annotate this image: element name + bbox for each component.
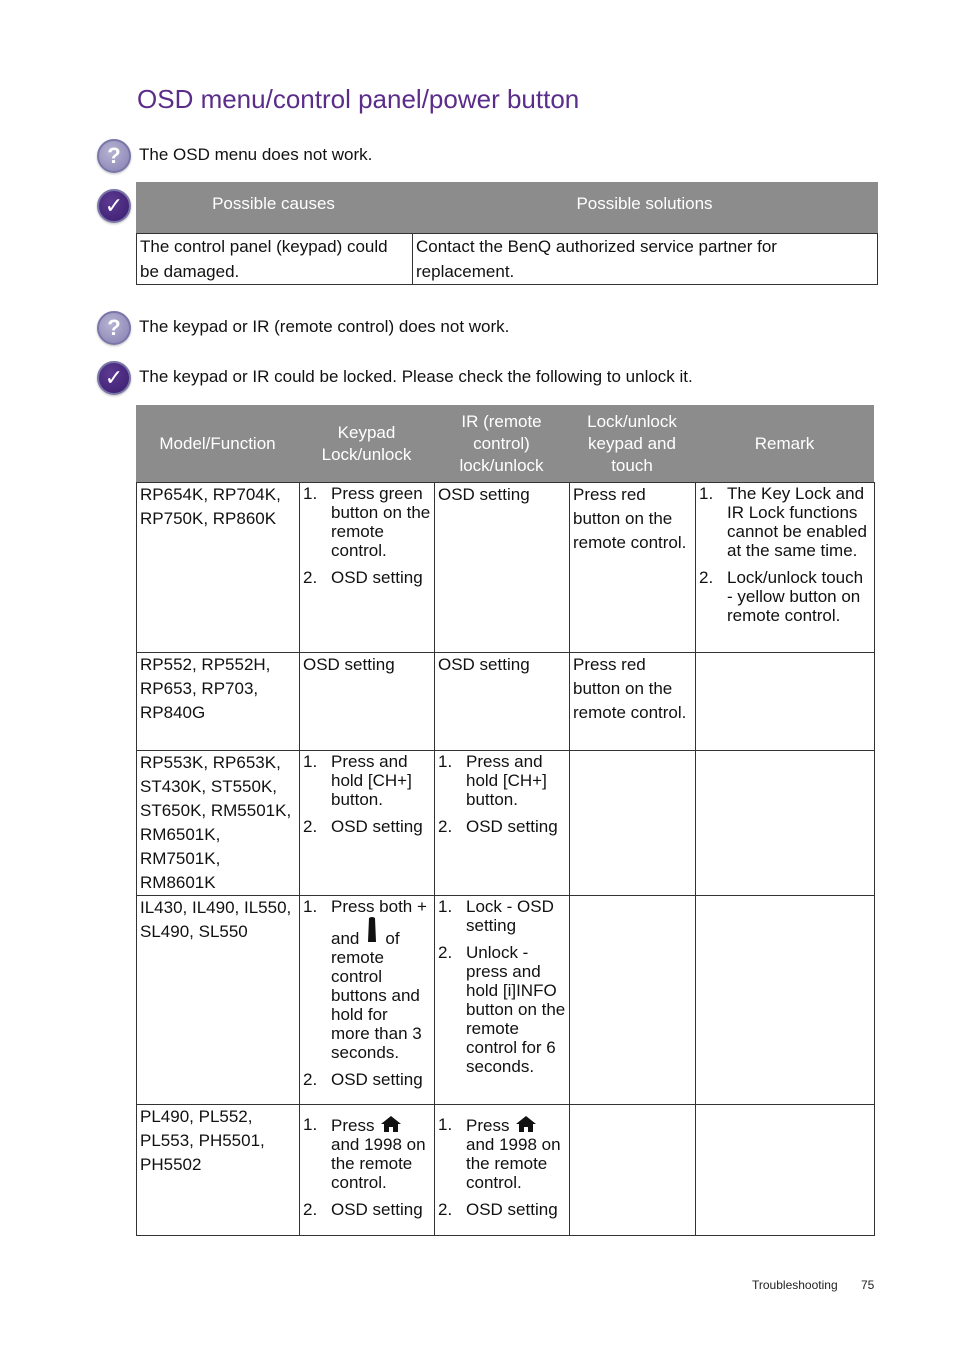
table-row <box>137 896 875 1105</box>
list-item: 2. Lock/unlock touch - yellow button on remote control. <box>699 568 864 625</box>
remark-cell <box>696 751 875 896</box>
page-title: OSD menu/control panel/power button <box>137 84 580 114</box>
ir-cell: OSD setting <box>435 653 570 751</box>
list-item: 2. OSD setting <box>303 568 423 587</box>
table-row <box>137 234 878 285</box>
header-possible-causes: Possible causes <box>212 194 335 213</box>
model-cell: RP553K, RP653K, ST430K, ST550K, ST650K, RM5501K, RM6501K, RM7501K, RM8601K <box>137 751 300 896</box>
remark-cell <box>696 653 875 751</box>
list-item: 1. Press and hold [CH+] button. <box>438 752 547 809</box>
list-item: 2. OSD setting <box>303 817 423 836</box>
home-icon <box>380 1115 402 1133</box>
list-item: 1. Press and hold [CH+] button. <box>303 752 412 809</box>
ir-cell <box>435 1105 570 1236</box>
ir-cell <box>435 751 570 896</box>
list-item: 1. Press both + and of remote control buttons and hold for more than 3 seconds. <box>303 897 427 1062</box>
header-lock-touch: Lock/unlock keypad and touch <box>587 411 677 475</box>
keypad-cell <box>300 896 435 1105</box>
model-cell: IL430, IL490, IL550, SL490, SL550 <box>137 896 300 1105</box>
model-cell: RP654K, RP704K, RP750K, RP860K <box>137 483 300 653</box>
keypad-cell <box>300 483 435 653</box>
check-icon: ✓ <box>97 361 131 395</box>
list-item: 1. Press green button on the remote control. <box>303 484 431 560</box>
question-icon: ? <box>97 139 131 173</box>
model-cell: PL490, PL552, PL553, PH5501, PH5502 <box>137 1105 300 1236</box>
table-row <box>137 653 875 751</box>
cause-cell: The control panel (keypad) could be damaged. <box>137 234 413 285</box>
page-number: 75 <box>861 1278 875 1292</box>
minus-bar-icon <box>365 916 379 944</box>
list-item: 2. OSD setting <box>303 1200 423 1219</box>
touch-cell <box>570 1105 696 1236</box>
remark-cell <box>696 1105 875 1236</box>
list-item: 2. OSD setting <box>438 1200 558 1219</box>
table-row <box>137 751 875 896</box>
header-remark: Remark <box>754 433 815 453</box>
list-item: 1. Press and 1998 on the remote control. <box>438 1115 561 1192</box>
list-item: 1. The Key Lock and IR Lock functions cannot be enabled at the same time. <box>699 484 867 560</box>
footer-section: Troubleshooting <box>752 1278 838 1292</box>
touch-cell: Press red button on the remote control. <box>570 483 696 653</box>
unlock-table <box>136 482 875 1236</box>
unlock-table-header <box>136 405 874 482</box>
check-icon: ✓ <box>97 189 131 223</box>
keypad-cell: OSD setting <box>300 653 435 751</box>
remark-cell <box>696 483 875 653</box>
solution-cell: Contact the BenQ authorized service partner for replacement. <box>413 234 878 285</box>
question-text-1: The OSD menu does not work. <box>139 145 373 164</box>
list-item: 2. OSD setting <box>303 1070 423 1089</box>
list-item: 1. Press and 1998 on the remote control. <box>303 1115 426 1192</box>
causes-header <box>136 182 878 233</box>
list-item: 1. Lock - OSD setting <box>438 897 554 935</box>
causes-table <box>136 233 878 285</box>
table-row <box>137 1105 875 1236</box>
list-item: 2. Unlock - press and hold [i]INFO button on the remote control for 6 seconds. <box>438 943 566 1076</box>
home-icon <box>515 1115 537 1133</box>
keypad-cell <box>300 1105 435 1236</box>
keypad-cell <box>300 751 435 896</box>
remark-cell <box>696 896 875 1105</box>
header-model-function: Model/Function <box>159 433 276 453</box>
list-item: 2. OSD setting <box>438 817 558 836</box>
touch-cell: Press red button on the remote control. <box>570 653 696 751</box>
touch-cell <box>570 896 696 1105</box>
question-text-2: The keypad or IR (remote control) does not work. <box>139 317 510 336</box>
ir-cell <box>435 896 570 1105</box>
model-cell: RP552, RP552H, RP653, RP703, RP840G <box>137 653 300 751</box>
header-possible-solutions: Possible solutions <box>576 194 713 213</box>
header-ir: IR (remote control) lock/unlock <box>459 411 544 475</box>
header-keypad: Keypad Lock/unlock <box>321 422 412 464</box>
ir-cell: OSD setting <box>435 483 570 653</box>
table-row <box>137 483 875 653</box>
touch-cell <box>570 751 696 896</box>
question-icon: ? <box>97 311 131 345</box>
answer-text-2: The keypad or IR could be locked. Please check the following to unlock it. <box>139 367 693 386</box>
